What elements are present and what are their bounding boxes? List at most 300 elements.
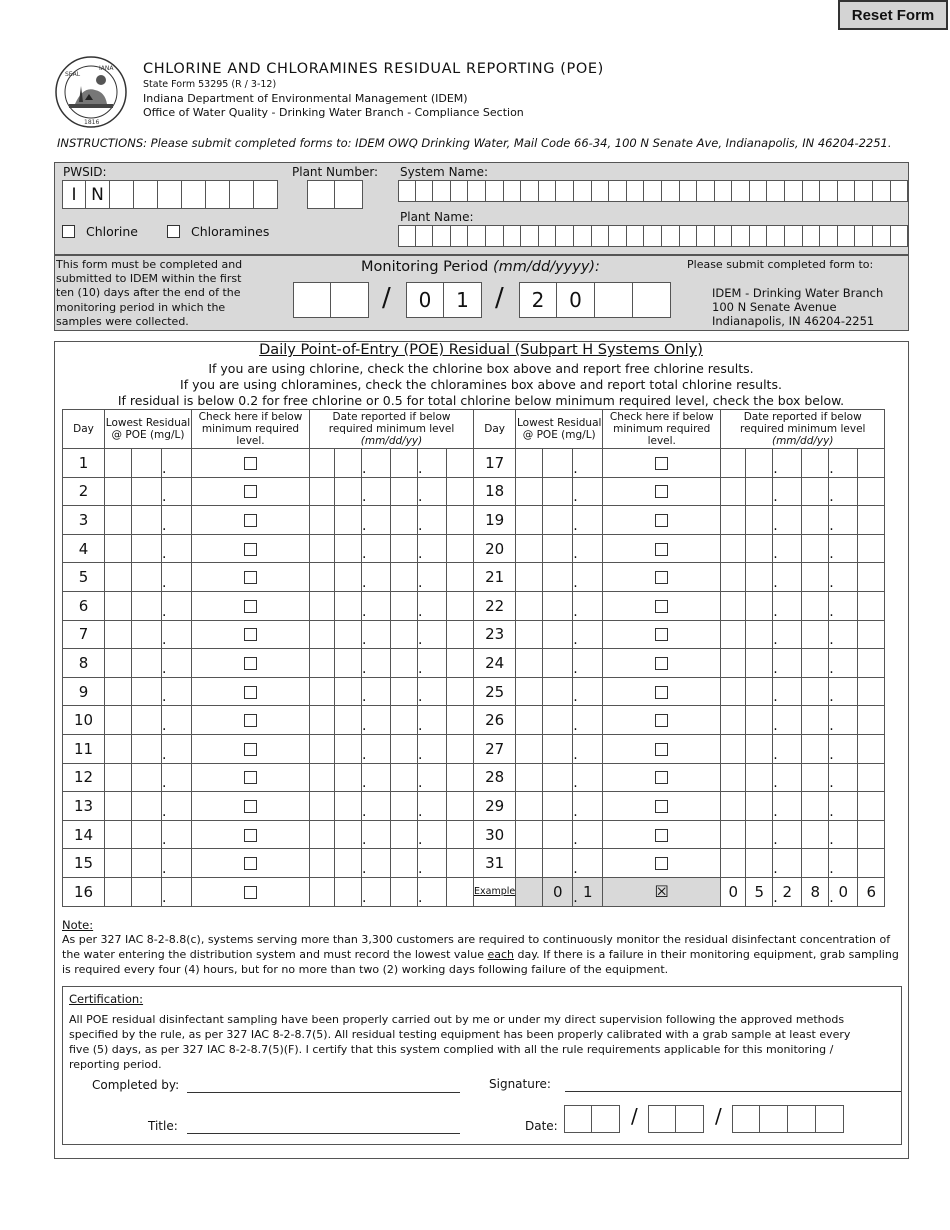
date-reported-cell[interactable]	[721, 534, 746, 563]
plant-name-cell[interactable]	[592, 225, 610, 247]
residual-cell[interactable]	[543, 563, 573, 592]
date-reported-cell[interactable]	[418, 734, 447, 763]
residual-cell[interactable]	[162, 649, 192, 678]
plant-name-cell[interactable]	[767, 225, 785, 247]
system-name-cell[interactable]	[539, 180, 557, 202]
pwsid-field[interactable]	[62, 180, 278, 209]
date-reported-cell[interactable]	[418, 534, 447, 563]
below-minimum-checkbox[interactable]	[244, 657, 257, 670]
plant-name-cell[interactable]	[504, 225, 522, 247]
date-reported-cell[interactable]	[362, 563, 391, 592]
date-reported-cell[interactable]	[773, 849, 802, 878]
date-reported-cell[interactable]	[310, 706, 335, 735]
system-name-cell[interactable]	[433, 180, 451, 202]
residual-cell[interactable]	[105, 792, 132, 821]
date-reported-cell[interactable]	[447, 877, 474, 906]
date-reported-cell[interactable]	[335, 591, 362, 620]
date-reported-cell[interactable]	[746, 820, 773, 849]
system-name-cell[interactable]	[451, 180, 469, 202]
date-reported-cell[interactable]	[335, 620, 362, 649]
residual-cell[interactable]	[132, 563, 162, 592]
date-reported-cell[interactable]	[746, 763, 773, 792]
pwsid-cell[interactable]	[230, 180, 254, 209]
system-name-cell[interactable]	[416, 180, 434, 202]
below-minimum-checkbox[interactable]	[655, 628, 668, 641]
date-reported-cell[interactable]	[858, 820, 885, 849]
plant-number-cell[interactable]	[307, 180, 335, 209]
date-reported-cell[interactable]	[335, 477, 362, 506]
date-reported-cell[interactable]	[391, 792, 418, 821]
date-reported-cell[interactable]	[310, 763, 335, 792]
date-reported-cell[interactable]	[310, 792, 335, 821]
date-reported-cell[interactable]	[746, 449, 773, 478]
plant-name-cell[interactable]	[521, 225, 539, 247]
plant-name-cell[interactable]	[891, 225, 909, 247]
date-reported-cell[interactable]	[858, 563, 885, 592]
system-name-cell[interactable]	[644, 180, 662, 202]
date-reported-cell[interactable]	[773, 734, 802, 763]
date-reported-cell[interactable]	[858, 649, 885, 678]
date-reported-cell[interactable]	[858, 477, 885, 506]
date-reported-cell[interactable]	[447, 706, 474, 735]
date-reported-cell[interactable]	[773, 820, 802, 849]
plant-name-cell[interactable]	[820, 225, 838, 247]
residual-cell[interactable]	[105, 677, 132, 706]
date-reported-cell[interactable]	[335, 734, 362, 763]
date-reported-cell[interactable]	[310, 534, 335, 563]
below-minimum-checkbox[interactable]	[244, 886, 257, 899]
pwsid-cell[interactable]	[134, 180, 158, 209]
residual-cell[interactable]	[573, 734, 603, 763]
date-reported-cell[interactable]	[310, 563, 335, 592]
residual-cell[interactable]	[132, 534, 162, 563]
date-reported-cell[interactable]	[447, 849, 474, 878]
date-reported-cell[interactable]	[418, 820, 447, 849]
date-reported-cell[interactable]	[746, 706, 773, 735]
date-reported-cell[interactable]	[746, 563, 773, 592]
title-field[interactable]	[187, 1133, 460, 1134]
residual-cell[interactable]	[132, 734, 162, 763]
date-reported-cell[interactable]	[391, 763, 418, 792]
residual-cell[interactable]	[132, 477, 162, 506]
residual-cell[interactable]	[162, 849, 192, 878]
date-reported-cell[interactable]	[829, 591, 858, 620]
residual-cell[interactable]	[105, 563, 132, 592]
date-reported-cell[interactable]	[802, 534, 829, 563]
residual-cell[interactable]	[543, 449, 573, 478]
below-minimum-checkbox[interactable]	[244, 857, 257, 870]
period-month-cell[interactable]	[331, 282, 369, 318]
date-reported-cell[interactable]	[721, 563, 746, 592]
residual-cell[interactable]	[543, 649, 573, 678]
cert-date-cell[interactable]	[592, 1105, 620, 1133]
plant-name-cell[interactable]	[539, 225, 557, 247]
cert-month-field[interactable]	[564, 1105, 620, 1133]
date-reported-cell[interactable]	[721, 706, 746, 735]
date-reported-cell[interactable]	[773, 792, 802, 821]
date-reported-cell[interactable]	[829, 734, 858, 763]
system-name-cell[interactable]	[609, 180, 627, 202]
residual-cell[interactable]	[543, 792, 573, 821]
date-reported-cell[interactable]	[310, 877, 335, 906]
date-reported-cell[interactable]	[447, 620, 474, 649]
date-reported-cell[interactable]	[391, 449, 418, 478]
plant-name-cell[interactable]	[556, 225, 574, 247]
date-reported-cell[interactable]	[447, 449, 474, 478]
residual-cell[interactable]	[105, 620, 132, 649]
date-reported-cell[interactable]	[335, 877, 362, 906]
date-reported-cell[interactable]	[418, 706, 447, 735]
date-reported-cell[interactable]	[858, 763, 885, 792]
date-reported-cell[interactable]	[773, 449, 802, 478]
date-reported-cell[interactable]	[335, 820, 362, 849]
date-reported-cell[interactable]	[335, 706, 362, 735]
residual-cell[interactable]	[132, 820, 162, 849]
date-reported-cell[interactable]	[418, 477, 447, 506]
date-reported-cell[interactable]	[310, 849, 335, 878]
below-minimum-checkbox[interactable]	[244, 771, 257, 784]
residual-cell[interactable]	[105, 734, 132, 763]
date-reported-cell[interactable]	[858, 792, 885, 821]
date-reported-cell[interactable]	[310, 734, 335, 763]
plant-name-cell[interactable]	[697, 225, 715, 247]
residual-cell[interactable]	[132, 706, 162, 735]
date-reported-cell[interactable]	[858, 506, 885, 535]
date-reported-cell[interactable]	[335, 849, 362, 878]
date-reported-cell[interactable]	[418, 506, 447, 535]
date-reported-cell[interactable]	[802, 620, 829, 649]
date-reported-cell[interactable]	[746, 620, 773, 649]
date-reported-cell[interactable]	[391, 706, 418, 735]
plant-name-cell[interactable]	[433, 225, 451, 247]
date-reported-cell[interactable]	[447, 649, 474, 678]
below-minimum-checkbox[interactable]	[655, 829, 668, 842]
below-minimum-checkbox[interactable]	[244, 686, 257, 699]
date-reported-cell[interactable]	[418, 649, 447, 678]
below-minimum-checkbox[interactable]	[655, 800, 668, 813]
below-minimum-checkbox[interactable]	[655, 771, 668, 784]
date-reported-cell[interactable]	[802, 734, 829, 763]
residual-cell[interactable]	[516, 477, 543, 506]
date-reported-cell[interactable]	[773, 677, 802, 706]
date-reported-cell[interactable]	[391, 849, 418, 878]
date-reported-cell[interactable]	[773, 477, 802, 506]
reset-form-button[interactable]: Reset Form	[838, 0, 948, 30]
date-reported-cell[interactable]	[418, 620, 447, 649]
date-reported-cell[interactable]	[721, 620, 746, 649]
date-reported-cell[interactable]	[362, 449, 391, 478]
residual-cell[interactable]	[105, 763, 132, 792]
date-reported-cell[interactable]	[362, 849, 391, 878]
period-day-cell[interactable]: 0	[406, 282, 444, 318]
below-minimum-checkbox[interactable]	[244, 457, 257, 470]
date-reported-cell[interactable]	[447, 534, 474, 563]
residual-cell[interactable]	[573, 449, 603, 478]
below-minimum-checkbox[interactable]	[244, 743, 257, 756]
residual-cell[interactable]	[516, 591, 543, 620]
date-reported-cell[interactable]	[858, 677, 885, 706]
system-name-cell[interactable]	[592, 180, 610, 202]
period-year-cell[interactable]: 0	[557, 282, 595, 318]
system-name-cell[interactable]	[838, 180, 856, 202]
below-minimum-checkbox[interactable]	[655, 543, 668, 556]
residual-cell[interactable]	[516, 563, 543, 592]
period-year-cell[interactable]: 2	[519, 282, 557, 318]
residual-cell[interactable]	[573, 792, 603, 821]
date-reported-cell[interactable]	[721, 792, 746, 821]
date-reported-cell[interactable]	[418, 849, 447, 878]
date-reported-cell[interactable]	[746, 734, 773, 763]
period-year-field[interactable]	[519, 282, 671, 318]
residual-cell[interactable]	[162, 706, 192, 735]
date-reported-cell[interactable]	[829, 677, 858, 706]
residual-cell[interactable]	[516, 534, 543, 563]
system-name-cell[interactable]	[820, 180, 838, 202]
residual-cell[interactable]	[162, 506, 192, 535]
residual-cell[interactable]	[162, 477, 192, 506]
below-minimum-checkbox[interactable]	[244, 714, 257, 727]
residual-cell[interactable]	[543, 506, 573, 535]
system-name-cell[interactable]	[504, 180, 522, 202]
period-month-field[interactable]	[293, 282, 369, 318]
plant-name-field[interactable]	[398, 225, 908, 247]
date-reported-cell[interactable]	[773, 534, 802, 563]
plant-name-cell[interactable]	[715, 225, 733, 247]
date-reported-cell[interactable]	[418, 563, 447, 592]
residual-cell[interactable]	[573, 591, 603, 620]
residual-cell[interactable]	[132, 763, 162, 792]
period-month-cell[interactable]	[293, 282, 331, 318]
date-reported-cell[interactable]	[362, 763, 391, 792]
date-reported-cell[interactable]	[802, 792, 829, 821]
cert-year-field[interactable]	[732, 1105, 844, 1133]
cert-date-cell[interactable]	[676, 1105, 704, 1133]
residual-cell[interactable]	[516, 649, 543, 678]
system-name-cell[interactable]	[398, 180, 416, 202]
date-reported-cell[interactable]	[829, 763, 858, 792]
date-reported-cell[interactable]	[721, 591, 746, 620]
period-day-field[interactable]	[406, 282, 482, 318]
below-minimum-checkbox[interactable]	[244, 571, 257, 584]
residual-cell[interactable]	[162, 563, 192, 592]
date-reported-cell[interactable]	[829, 792, 858, 821]
below-minimum-checkbox[interactable]	[655, 600, 668, 613]
plant-name-cell[interactable]	[398, 225, 416, 247]
below-minimum-checkbox[interactable]	[655, 686, 668, 699]
date-reported-cell[interactable]	[362, 506, 391, 535]
plant-name-cell[interactable]	[451, 225, 469, 247]
cert-date-cell[interactable]	[788, 1105, 816, 1133]
date-reported-cell[interactable]	[418, 591, 447, 620]
date-reported-cell[interactable]	[858, 591, 885, 620]
residual-cell[interactable]	[132, 449, 162, 478]
below-minimum-checkbox[interactable]	[655, 714, 668, 727]
date-reported-cell[interactable]	[447, 677, 474, 706]
date-reported-cell[interactable]	[802, 449, 829, 478]
below-minimum-checkbox[interactable]	[244, 514, 257, 527]
residual-cell[interactable]	[573, 534, 603, 563]
date-reported-cell[interactable]	[335, 534, 362, 563]
date-reported-cell[interactable]	[335, 677, 362, 706]
date-reported-cell[interactable]	[746, 534, 773, 563]
system-name-cell[interactable]	[715, 180, 733, 202]
residual-cell[interactable]	[132, 849, 162, 878]
residual-cell[interactable]	[162, 534, 192, 563]
residual-cell[interactable]	[516, 706, 543, 735]
date-reported-cell[interactable]	[829, 563, 858, 592]
below-minimum-checkbox[interactable]	[244, 600, 257, 613]
date-reported-cell[interactable]	[362, 877, 391, 906]
date-reported-cell[interactable]	[391, 677, 418, 706]
residual-cell[interactable]	[516, 763, 543, 792]
plant-name-cell[interactable]	[662, 225, 680, 247]
date-reported-cell[interactable]	[721, 849, 746, 878]
plant-name-cell[interactable]	[468, 225, 486, 247]
date-reported-cell[interactable]	[721, 477, 746, 506]
residual-cell[interactable]	[162, 734, 192, 763]
date-reported-cell[interactable]	[310, 820, 335, 849]
residual-cell[interactable]	[573, 649, 603, 678]
date-reported-cell[interactable]	[802, 591, 829, 620]
period-year-cell[interactable]	[633, 282, 671, 318]
date-reported-cell[interactable]	[310, 449, 335, 478]
residual-cell[interactable]	[573, 706, 603, 735]
plant-name-cell[interactable]	[750, 225, 768, 247]
residual-cell[interactable]	[543, 677, 573, 706]
date-reported-cell[interactable]	[447, 820, 474, 849]
system-name-cell[interactable]	[662, 180, 680, 202]
residual-cell[interactable]	[105, 477, 132, 506]
date-reported-cell[interactable]	[418, 792, 447, 821]
residual-cell[interactable]	[132, 877, 162, 906]
pwsid-cell[interactable]	[254, 180, 278, 209]
residual-cell[interactable]	[132, 677, 162, 706]
date-reported-cell[interactable]	[746, 649, 773, 678]
plant-name-cell[interactable]	[627, 225, 645, 247]
residual-cell[interactable]	[105, 534, 132, 563]
date-reported-cell[interactable]	[746, 591, 773, 620]
residual-cell[interactable]	[573, 849, 603, 878]
date-reported-cell[interactable]	[335, 792, 362, 821]
date-reported-cell[interactable]	[773, 763, 802, 792]
date-reported-cell[interactable]	[746, 506, 773, 535]
residual-cell[interactable]	[105, 649, 132, 678]
residual-cell[interactable]	[162, 591, 192, 620]
plant-number-field[interactable]	[307, 180, 363, 209]
cert-date-cell[interactable]	[816, 1105, 844, 1133]
residual-cell[interactable]	[516, 820, 543, 849]
pwsid-cell[interactable]	[206, 180, 230, 209]
system-name-cell[interactable]	[697, 180, 715, 202]
date-reported-cell[interactable]	[773, 563, 802, 592]
residual-cell[interactable]	[543, 734, 573, 763]
date-reported-cell[interactable]	[858, 620, 885, 649]
plant-name-cell[interactable]	[732, 225, 750, 247]
chlorine-checkbox[interactable]	[62, 225, 75, 238]
pwsid-cell[interactable]	[158, 180, 182, 209]
date-reported-cell[interactable]	[362, 620, 391, 649]
plant-name-cell[interactable]	[873, 225, 891, 247]
date-reported-cell[interactable]	[746, 849, 773, 878]
date-reported-cell[interactable]	[829, 506, 858, 535]
residual-cell[interactable]	[516, 677, 543, 706]
date-reported-cell[interactable]	[447, 477, 474, 506]
date-reported-cell[interactable]	[391, 734, 418, 763]
date-reported-cell[interactable]	[447, 792, 474, 821]
date-reported-cell[interactable]	[802, 477, 829, 506]
residual-cell[interactable]	[516, 506, 543, 535]
residual-cell[interactable]	[573, 820, 603, 849]
date-reported-cell[interactable]	[802, 706, 829, 735]
date-reported-cell[interactable]	[447, 734, 474, 763]
residual-cell[interactable]	[543, 477, 573, 506]
system-name-cell[interactable]	[891, 180, 909, 202]
system-name-cell[interactable]	[732, 180, 750, 202]
date-reported-cell[interactable]	[362, 649, 391, 678]
cert-date-cell[interactable]	[760, 1105, 788, 1133]
date-reported-cell[interactable]	[829, 849, 858, 878]
date-reported-cell[interactable]	[335, 763, 362, 792]
date-reported-cell[interactable]	[391, 534, 418, 563]
date-reported-cell[interactable]	[391, 820, 418, 849]
residual-cell[interactable]	[573, 677, 603, 706]
date-reported-cell[interactable]	[829, 820, 858, 849]
date-reported-cell[interactable]	[829, 449, 858, 478]
residual-cell[interactable]	[543, 849, 573, 878]
plant-name-cell[interactable]	[838, 225, 856, 247]
residual-cell[interactable]	[516, 449, 543, 478]
residual-cell[interactable]	[132, 792, 162, 821]
date-reported-cell[interactable]	[858, 849, 885, 878]
date-reported-cell[interactable]	[362, 477, 391, 506]
date-reported-cell[interactable]	[721, 820, 746, 849]
plant-number-cell[interactable]	[335, 180, 363, 209]
system-name-cell[interactable]	[574, 180, 592, 202]
date-reported-cell[interactable]	[447, 563, 474, 592]
residual-cell[interactable]	[105, 877, 132, 906]
plant-name-cell[interactable]	[680, 225, 698, 247]
below-minimum-checkbox[interactable]	[655, 857, 668, 870]
residual-cell[interactable]	[543, 820, 573, 849]
date-reported-cell[interactable]	[829, 706, 858, 735]
residual-cell[interactable]	[162, 763, 192, 792]
residual-cell[interactable]	[516, 849, 543, 878]
date-reported-cell[interactable]	[418, 877, 447, 906]
residual-cell[interactable]	[543, 591, 573, 620]
pwsid-cell[interactable]	[110, 180, 134, 209]
below-minimum-checkbox[interactable]	[244, 800, 257, 813]
plant-name-cell[interactable]	[416, 225, 434, 247]
date-reported-cell[interactable]	[418, 677, 447, 706]
date-reported-cell[interactable]	[746, 677, 773, 706]
below-minimum-checkbox[interactable]	[655, 657, 668, 670]
date-reported-cell[interactable]	[310, 649, 335, 678]
below-minimum-checkbox[interactable]	[655, 571, 668, 584]
date-reported-cell[interactable]	[721, 649, 746, 678]
date-reported-cell[interactable]	[362, 792, 391, 821]
date-reported-cell[interactable]	[310, 477, 335, 506]
date-reported-cell[interactable]	[802, 677, 829, 706]
residual-cell[interactable]	[132, 506, 162, 535]
date-reported-cell[interactable]	[362, 820, 391, 849]
below-minimum-checkbox[interactable]	[244, 485, 257, 498]
signature-field[interactable]	[565, 1091, 901, 1092]
residual-cell[interactable]	[573, 763, 603, 792]
below-minimum-checkbox[interactable]	[244, 829, 257, 842]
residual-cell[interactable]	[105, 506, 132, 535]
date-reported-cell[interactable]	[802, 563, 829, 592]
residual-cell[interactable]	[162, 877, 192, 906]
